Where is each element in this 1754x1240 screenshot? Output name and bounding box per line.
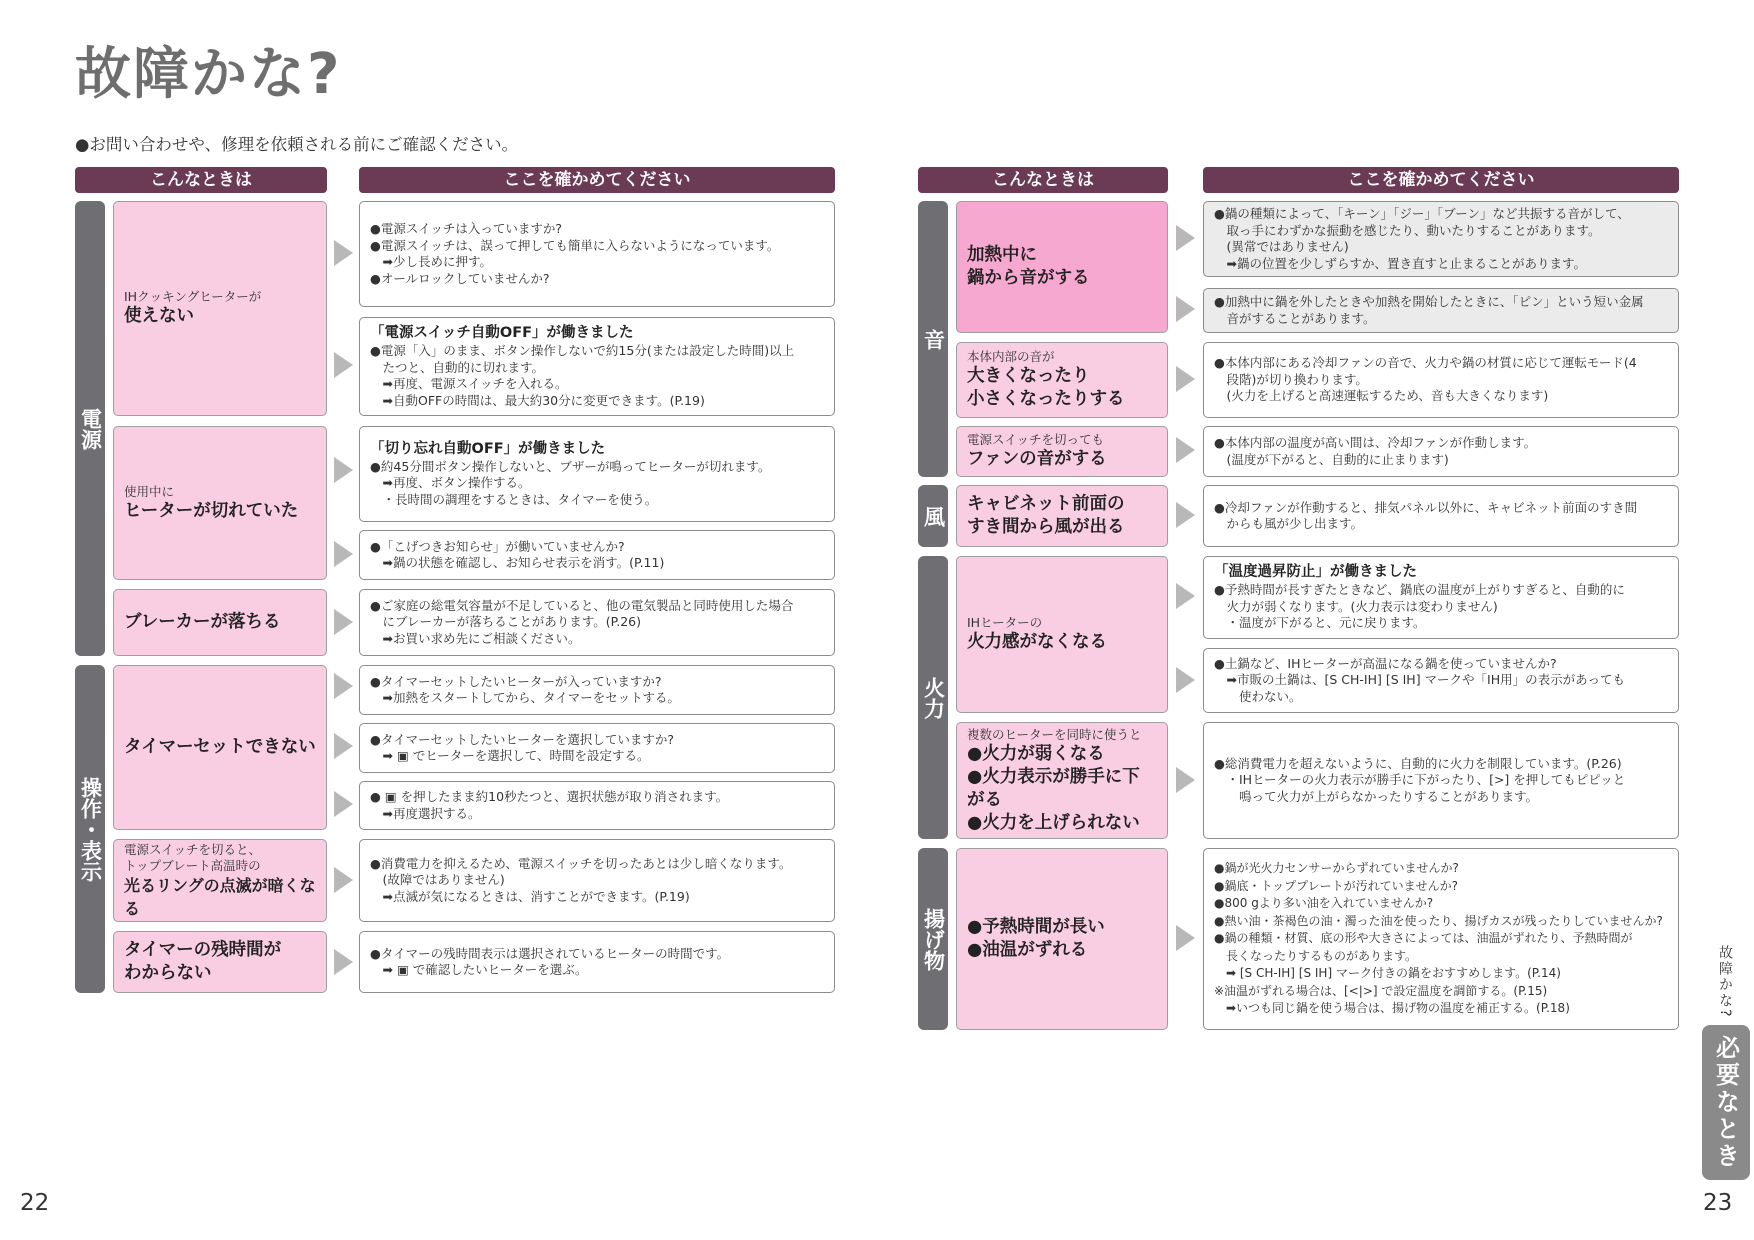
solution-heading: 「電源スイッチ自動OFF」が働きました xyxy=(370,325,634,341)
solution-line: ➡再度選択する。 xyxy=(370,805,481,821)
symptom-big: ●火力が弱くなる ●火力表示が勝手に下がる ●火力を上げられない xyxy=(967,743,1140,833)
solution-line: 取っ手にわずかな振動を感じたり、動いたりすることがあります。 xyxy=(1214,222,1601,238)
symptom-big: 光るリングの点滅が暗くなる xyxy=(124,875,316,918)
arrow-icon xyxy=(334,673,353,699)
solution-line: ➡加熱をスタートしてから、タイマーをセットする。 xyxy=(370,690,680,705)
solution-box xyxy=(359,201,835,307)
solution-line: ●電源「入」のまま、ボタン操作しないで約15分(または設定した時間)以上 xyxy=(370,343,795,358)
category-label: 音 xyxy=(921,328,946,350)
symptom-wind-from-cabinet xyxy=(956,485,1168,547)
solution-line: 音がすることがあります。 xyxy=(1214,310,1376,326)
solution-line: ※油温がずれる場合は、[<|>] で設定温度を調節する。(P.15) xyxy=(1214,983,1548,998)
category-label: 電源 xyxy=(78,407,103,450)
arrow-icon xyxy=(334,240,353,266)
category-heat xyxy=(918,556,948,839)
solution-box xyxy=(359,839,835,922)
solution-box xyxy=(359,589,835,656)
symptom-timer-remaining-unknown xyxy=(113,931,327,993)
symptom-ring-dim xyxy=(113,839,327,922)
symptom-small: IHクッキングヒーターが xyxy=(124,289,262,304)
solution-line: ・IHヒーターの火力表示が勝手に下がったり、[>] を押してもピピッと xyxy=(1214,772,1626,788)
solution-line: ●土鍋など、IHヒーターが高温になる鍋を使っていませんか? xyxy=(1214,655,1557,671)
symptom-big: 使えない xyxy=(124,306,194,326)
symptom-big: ブレーカーが落ちる xyxy=(124,612,281,632)
solution-line: ● ▣ を押したまま約10秒たつと、選択状態が取り消されます。 xyxy=(370,789,729,804)
solution-box xyxy=(1203,201,1679,277)
solution-line: ●電源スイッチは入っていますか? xyxy=(370,221,563,236)
symptom-small: IHヒーターの xyxy=(967,615,1043,630)
arrow-icon xyxy=(334,352,353,378)
solution-box xyxy=(1203,342,1679,418)
arrow-icon xyxy=(334,457,353,483)
arrow-icon xyxy=(334,867,353,893)
solution-line: ・温度が下がると、元に戻ります。 xyxy=(1214,615,1426,631)
solution-line: ●ご家庭の総電気容量が不足していると、他の電気製品と同時使用した場合 xyxy=(370,597,794,613)
solution-line: 使わない。 xyxy=(1214,688,1302,704)
arrow-icon xyxy=(1176,583,1195,609)
header-symptom-left: こんなときは xyxy=(75,167,327,193)
symptom-small: 電源スイッチを切っても xyxy=(967,432,1105,447)
arrow-icon xyxy=(1176,225,1195,251)
solution-box xyxy=(359,665,835,715)
symptom-cannot-use xyxy=(113,201,327,416)
solution-box xyxy=(359,530,835,580)
solution-line: 火力が弱くなります。(火力表示は変わりません) xyxy=(1214,598,1498,614)
solution-heading: 「切り忘れ自動OFF」が働きました xyxy=(370,440,606,457)
symptom-no-heat-feel xyxy=(956,556,1168,713)
solution-line: ➡再度、電源スイッチを入れる。 xyxy=(370,376,568,391)
symptom-heat-limited xyxy=(956,722,1168,839)
category-sound xyxy=(918,201,948,477)
arrow-icon xyxy=(1176,502,1195,528)
solution-box xyxy=(1203,288,1679,333)
arrow-icon xyxy=(1176,437,1195,463)
symptom-pot-noise xyxy=(956,201,1168,333)
symptom-fan-noise xyxy=(956,426,1168,477)
solution-line: (火力を上げると高速運転するため、音も大きくなります) xyxy=(1214,388,1549,404)
category-wind xyxy=(918,485,948,547)
symptom-big: キャビネット前面の すき間から風が出る xyxy=(967,494,1125,537)
solution-line: 鳴って火力が上がらなかったりすることがあります。 xyxy=(1214,788,1539,804)
solution-line: ●鍋の種類・材質、底の形や大きさによっては、油温がずれたり、予熱時間が xyxy=(1214,931,1633,946)
symptom-small: 電源スイッチを切ると、 トップブレート高温時の xyxy=(124,841,262,873)
solution-box xyxy=(1203,648,1679,713)
solution-line: ・長時間の調理をするときは、タイマーを使う。 xyxy=(370,491,658,507)
symptom-heater-turned-off xyxy=(113,426,327,580)
header-check-left: ここを確かめてください xyxy=(359,167,835,193)
symptom-internal-noise xyxy=(956,342,1168,418)
symptom-big: 火力感がなくなる xyxy=(967,632,1107,652)
solution-line: ➡ ▣ で確認したいヒーターを選ぶ。 xyxy=(370,962,588,977)
symptom-timer-cannot-set xyxy=(113,665,327,830)
arrow-icon xyxy=(1176,667,1195,693)
side-tab-label: 必要なとき xyxy=(1711,1035,1740,1170)
symptom-big: 加熱中に 鍋から音がする xyxy=(967,245,1090,288)
solution-line: ●電源スイッチは、誤って押しても簡単に入らないようになっています。 xyxy=(370,237,780,253)
page-title: 故障かな? xyxy=(75,42,342,107)
solution-line: ●加熱中に鍋を外したときや加熱を開始したときに、「ピン」という短い金属 xyxy=(1214,294,1644,309)
category-frying xyxy=(918,848,948,1030)
solution-line: ➡点滅が気になるときは、消すことができます。(P.19) xyxy=(370,888,690,904)
solution-line: ●オールロックしていませんか? xyxy=(370,270,550,286)
solution-line: ●鍋の種類によって、「キーン」「ジー」「ブーン」など共振する音がして、 xyxy=(1214,206,1630,221)
solution-box xyxy=(1203,485,1679,547)
symptom-big: タイマーの残時間が わからない xyxy=(124,940,282,983)
solution-line: (故障ではありません) xyxy=(370,872,505,888)
symptom-preheat-oil-temp xyxy=(956,848,1168,1030)
solution-line: ●鍋底・トッププレートが汚れていませんか? xyxy=(1214,878,1459,893)
solution-line: ●タイマーの残時間表示は選択されているヒーターの時間です。 xyxy=(370,945,730,961)
solution-line: たつと、自動的に切れます。 xyxy=(370,359,545,375)
symptom-big: タイマーセットできない xyxy=(124,737,316,757)
solution-line: ●タイマーセットしたいヒーターを選択していますか? xyxy=(370,731,675,747)
solution-line: ●800 gより多い油を入れていませんか? xyxy=(1214,896,1434,911)
header-check-right: ここを確かめてください xyxy=(1203,167,1679,193)
solution-line: ●鍋が光火力センサーからずれていませんか? xyxy=(1214,861,1459,876)
solution-line: ●タイマーセットしたいヒーターが入っていますか? xyxy=(370,673,662,689)
symptom-big: ●予熱時間が長い ●油温がずれる xyxy=(967,917,1105,960)
arrow-icon xyxy=(1176,925,1195,951)
solution-line: ●本体内部にある冷却ファンの音で、火力や鍋の材質に応じて運転モード(4 xyxy=(1214,355,1637,371)
solution-box xyxy=(359,931,835,993)
solution-line: ●消費電力を抑えるため、電源スイッチを切ったあとは少し暗くなります。 xyxy=(370,855,792,871)
solution-box xyxy=(359,317,835,416)
solution-line: ➡市販の土鍋は、[S CH-IH] [S IH] マークや「IH用」の表示があっても xyxy=(1214,672,1626,688)
solution-line: ➡ ▣ でヒーターを選択して、時間を設定する。 xyxy=(370,748,650,763)
intro-text: ●お問い合わせや、修理を依頼される前にご確認ください。 xyxy=(75,135,519,154)
solution-line: ●「こげつきお知らせ」が働いていませんか? xyxy=(370,538,625,554)
solution-line: (異常ではありません) xyxy=(1214,239,1349,254)
solution-line: ➡いつも同じ鍋を使う場合は、揚げ物の温度を補正する。(P.18) xyxy=(1214,1001,1570,1016)
solution-line: ➡ [S CH-IH] [S IH] マーク付きの鍋をおすすめします。(P.14) xyxy=(1214,966,1561,981)
solution-box xyxy=(1203,848,1679,1030)
solution-line: ●本体内部の温度が高い間は、冷却ファンが作動します。 xyxy=(1214,435,1537,450)
arrow-icon xyxy=(334,791,353,817)
solution-line: ●冷却ファンが作動すると、排気パネル以外に、キャビネット前面のすき間 xyxy=(1214,499,1638,515)
arrow-icon xyxy=(1176,366,1195,392)
page-number-left: 22 xyxy=(20,1190,50,1216)
solution-line: ➡鍋の状態を確認し、お知らせ表示を消す。(P.11) xyxy=(370,555,665,570)
category-operation-display xyxy=(75,665,105,993)
solution-line: ➡再度、ボタン操作する。 xyxy=(370,475,531,491)
symptom-breaker-trips xyxy=(113,589,327,656)
side-tab-when-needed[interactable] xyxy=(1702,1025,1750,1180)
side-label: 故障かな? xyxy=(1717,945,1733,1019)
page-number-right: 23 xyxy=(1703,1190,1733,1216)
category-label: 揚げ物 xyxy=(921,907,946,971)
symptom-small: 使用中に xyxy=(124,483,175,499)
arrow-icon xyxy=(334,733,353,759)
category-label: 風 xyxy=(921,505,946,527)
arrow-icon xyxy=(334,541,353,567)
header-symptom-right: こんなときは xyxy=(918,167,1168,193)
solution-box xyxy=(359,723,835,773)
symptom-big: ヒーターが切れていた xyxy=(124,500,299,521)
symptom-small: 複数のヒーターを同時に使うと xyxy=(967,726,1142,742)
arrow-icon xyxy=(334,609,353,635)
category-power xyxy=(75,201,105,656)
solution-line: ●予熱時間が長すぎたときなど、鍋底の温度が上がりすぎると、自動的に xyxy=(1214,582,1625,598)
solution-line: ➡お買い求め先にご相談ください。 xyxy=(370,630,581,646)
solution-line: 段階)が切り換わります。 xyxy=(1214,371,1368,387)
solution-heading: 「温度過昇防止」が働きました xyxy=(1214,564,1417,581)
solution-box xyxy=(1203,426,1679,477)
solution-box xyxy=(359,781,835,830)
arrow-icon xyxy=(1176,767,1195,793)
solution-line: にブレーカーが落ちることがあります。(P.26) xyxy=(370,614,641,630)
arrow-icon xyxy=(1176,296,1195,322)
solution-line: ●熱い油・茶褐色の油・濁った油を使ったり、揚げカスが残ったりしていませんか? xyxy=(1214,913,1663,928)
symptom-small: 本体内部の音が xyxy=(967,349,1055,364)
category-label: 操作・表示 xyxy=(78,776,103,882)
solution-line: ●総消費電力を超えないように、自動的に火力を制限しています。(P.26) xyxy=(1214,755,1622,771)
solution-line: 長くなったりするものがあります。 xyxy=(1214,948,1418,963)
symptom-big: 大きくなったり 小さくなったりする xyxy=(967,366,1125,409)
solution-box xyxy=(359,426,835,522)
solution-line: (温度が下がると、自動的に止まります) xyxy=(1214,451,1449,467)
solution-line: からも風が少し出ます。 xyxy=(1214,516,1364,531)
solution-line: ●約45分間ボタン操作しないと、ブザーが鳴ってヒーターが切れます。 xyxy=(370,458,771,474)
solution-line: ➡少し長めに押す。 xyxy=(370,254,492,269)
solution-line: ➡鍋の位置を少しずらすか、置き直すと止まることがあります。 xyxy=(1214,255,1586,271)
symptom-big: ファンの音がする xyxy=(967,449,1107,469)
solution-box xyxy=(1203,556,1679,639)
category-label: 火力 xyxy=(921,676,946,719)
arrow-icon xyxy=(334,949,353,975)
solution-line: ➡自動OFFの時間は、最大約30分に変更できます。(P.19) xyxy=(370,392,705,408)
solution-box xyxy=(1203,722,1679,839)
